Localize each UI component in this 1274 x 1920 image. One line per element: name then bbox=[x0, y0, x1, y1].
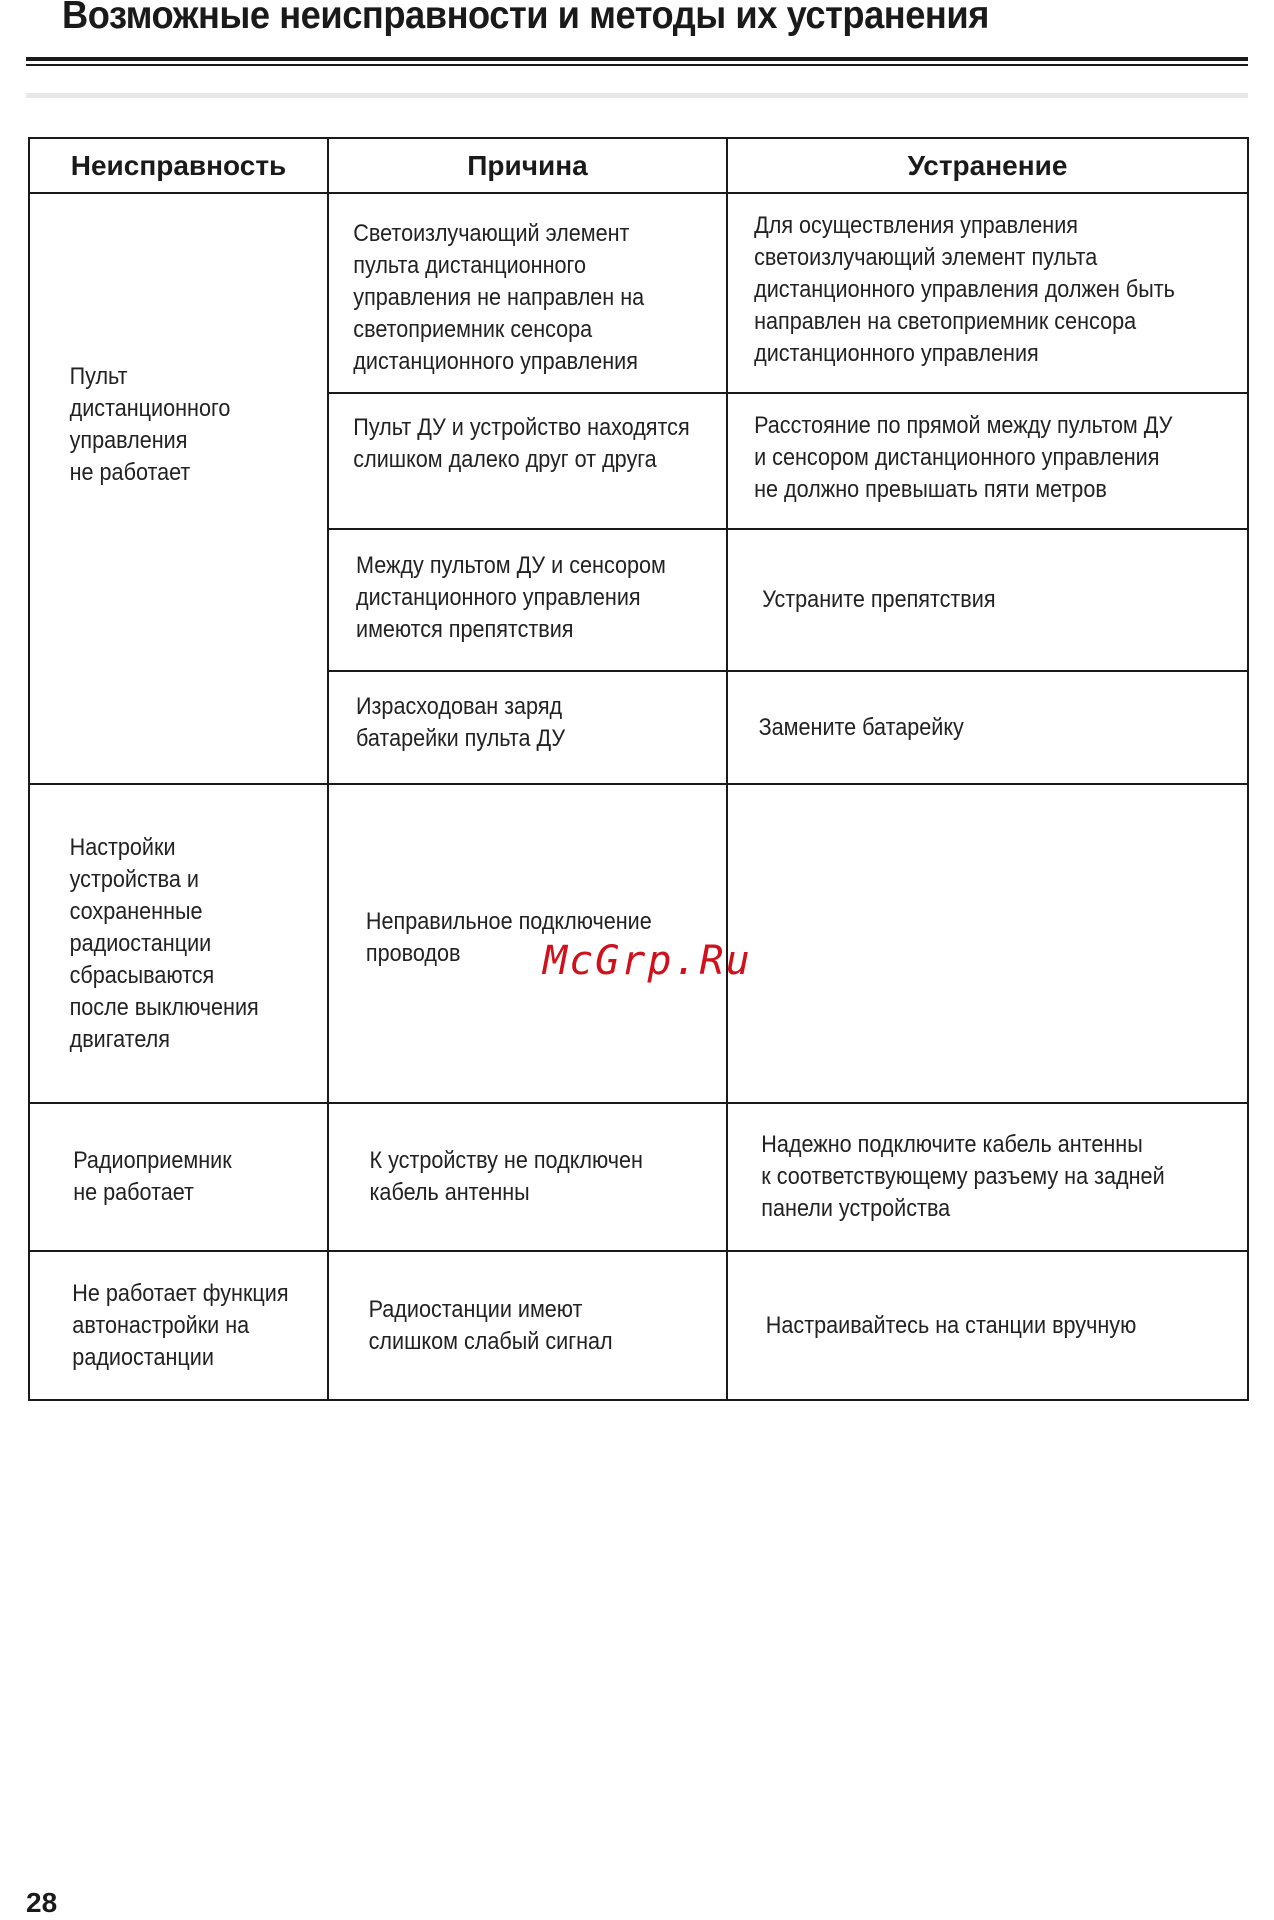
fault-cell bbox=[29, 193, 328, 784]
cause-cell bbox=[328, 393, 727, 529]
fault-cell bbox=[29, 784, 328, 1103]
fix-text: Надежно подключите кабель антенны к соответствующему разъему на задней панели устройства bbox=[761, 1131, 1165, 1222]
fix-text: Для осуществления управления светоизлучающий элемент пульта дистанционного управления должен быть направлен на светоприемник сенсора дистанционного управления bbox=[754, 212, 1175, 367]
fix-text: Настраивайтесь на станции вручную bbox=[765, 1311, 1137, 1339]
page-title: Возможные неисправности и методы их устранения bbox=[62, 0, 989, 37]
fix-text: Расстояние по прямой между пультом ДУ и сенсором дистанционного управления не должно превышать пяти метров bbox=[754, 412, 1173, 503]
fault-cell bbox=[29, 1251, 328, 1400]
title-rule bbox=[26, 57, 1248, 61]
fault-text: Радиоприемник не работает bbox=[73, 1147, 232, 1206]
fix-cell bbox=[727, 193, 1248, 393]
cause-cell bbox=[328, 529, 727, 671]
table-row bbox=[29, 1251, 1248, 1400]
fix-text: Замените батарейку bbox=[758, 713, 964, 741]
fix-text: Устраните препятствия bbox=[762, 586, 996, 613]
title-rule-thin bbox=[26, 64, 1248, 66]
title-underline-grey bbox=[26, 93, 1248, 98]
header-fix: Устранение bbox=[727, 138, 1248, 193]
cause-cell bbox=[328, 1103, 727, 1251]
fix-cell bbox=[727, 393, 1248, 529]
header-cause: Причина bbox=[328, 138, 727, 193]
table-header-row bbox=[29, 138, 1248, 193]
fix-cell bbox=[727, 671, 1248, 784]
table-row bbox=[29, 193, 1248, 393]
fault-text: Пульт дистанционного управления не работает bbox=[69, 362, 231, 486]
header-fault: Неисправность bbox=[29, 138, 328, 193]
table-row bbox=[29, 1103, 1248, 1251]
cause-cell bbox=[328, 193, 727, 393]
troubleshooting-table bbox=[28, 137, 1249, 1401]
cause-cell bbox=[328, 1251, 727, 1400]
fault-text: Настройки устройства и сохраненные радиостанции сбрасываются после выключения двигателя bbox=[69, 833, 259, 1053]
cause-text: К устройству не подключен кабель антенны bbox=[369, 1147, 643, 1206]
fault-text: Не работает функция автонастройки на радиостанции bbox=[72, 1279, 289, 1371]
watermark: McGrp.Ru bbox=[543, 938, 752, 984]
page-number: 28 bbox=[26, 1887, 58, 1918]
cause-text: Светоизлучающий элемент пульта дистанционного управления не направлен на светоприемник сенсора дистанционного управления bbox=[353, 220, 645, 375]
cause-text: Израсходован заряд батарейки пульта ДУ bbox=[356, 692, 566, 752]
cause-cell bbox=[328, 671, 727, 784]
cause-text: Неправильное подключение проводов bbox=[365, 907, 652, 967]
fix-cell bbox=[727, 1103, 1248, 1251]
cause-text: Радиостанции имеют слишком слабый сигнал bbox=[368, 1295, 613, 1355]
cause-text: Между пультом ДУ и сенсором дистанционного управления имеются препятствия bbox=[356, 552, 666, 643]
fix-cell bbox=[727, 529, 1248, 671]
cause-text: Пульт ДУ и устройство находятся слишком далеко друг от друга bbox=[353, 414, 690, 473]
fix-cell bbox=[727, 1251, 1248, 1400]
fix-cell bbox=[727, 784, 1248, 1103]
fault-cell bbox=[29, 1103, 328, 1251]
